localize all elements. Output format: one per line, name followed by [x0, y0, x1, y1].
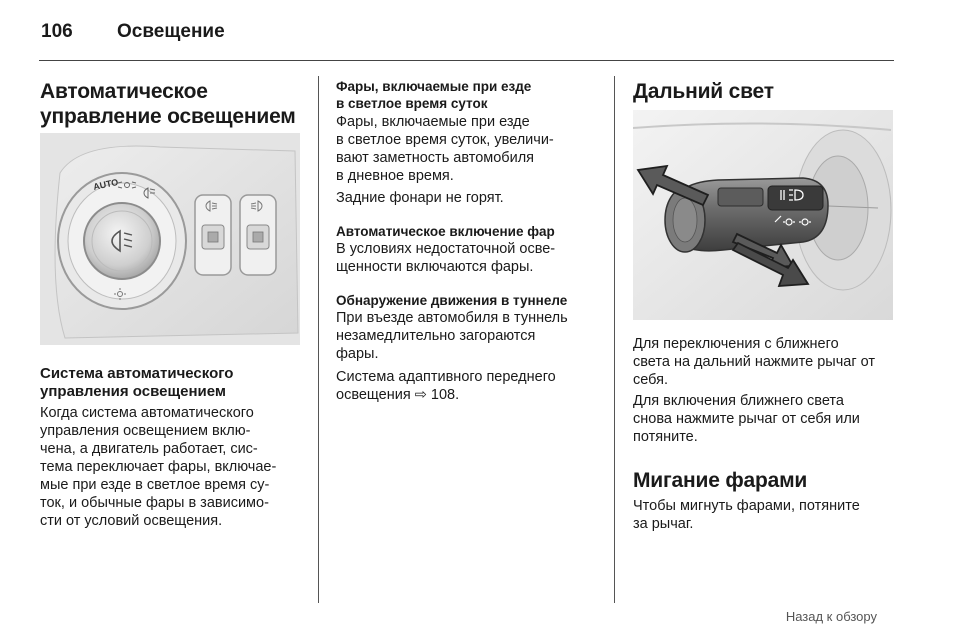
fog-light-switch-front	[195, 195, 231, 275]
body-rear-lights-off: Задние фонари не горят.	[336, 190, 504, 206]
section-title-high-beam: Дальний свет	[633, 80, 774, 103]
body-automatic-headlights: В условиях недостаточной осве- щенности включаются фары.	[336, 241, 556, 275]
heading-automatic-headlights: Автоматическое включение фар	[336, 224, 555, 239]
back-to-overview-link[interactable]: Назад к обзору	[785, 609, 877, 624]
running-header: Освещение	[117, 21, 225, 42]
high-beam-lever-figure	[633, 110, 893, 320]
high-beam-lever-illustration	[633, 110, 893, 320]
subheading-auto-lighting-system: Система автоматического управления освещением	[40, 365, 234, 400]
body-switch-to-high-beam: Для переключения с ближнего света на дальний нажмите рычаг от себя.	[633, 336, 876, 388]
body-auto-lighting-system: Когда система автоматического управления освещением вклю- чена, а двигатель работает, сис- тема переключает фары, включае- мые при езде в светлое время су- ток, и обычные фары в зависимо- сти от условий освещения.	[40, 405, 277, 529]
body-tunnel-detection: При въезде автомобиля в туннель незамедлительно загораются фары.	[336, 310, 568, 362]
heading-tunnel-detection: Обнаружение движения в туннеле	[336, 293, 568, 308]
body-daytime-running-lights: Фары, включаемые при езде в светлое время суток, увеличи- вают заметность автомобиля в дневное время.	[336, 114, 554, 184]
heading-daytime-running-lights: Фары, включаемые при езде в светлое время суток	[336, 79, 532, 111]
body-switch-to-low-beam: Для включения ближнего света снова нажмите рычаг от себя или потяните.	[633, 393, 860, 445]
body-headlight-flash: Чтобы мигнуть фарами, потяните за рычаг.	[633, 498, 860, 532]
page-number: 106	[41, 21, 73, 42]
light-switch-illustration	[40, 133, 300, 345]
column-divider-2	[614, 76, 615, 603]
section-title-headlight-flash: Мигание фарами	[633, 469, 808, 492]
section-title-auto-lighting: Автоматическое управление освещением	[40, 80, 296, 128]
light-switch-figure	[40, 133, 300, 345]
column-divider-1	[318, 76, 319, 603]
body-adaptive-lighting-ref: Система адаптивного переднего освещения ⇨ 108.	[336, 369, 556, 403]
header-rule	[39, 60, 894, 61]
auto-mode-label: AUTO	[92, 176, 120, 192]
